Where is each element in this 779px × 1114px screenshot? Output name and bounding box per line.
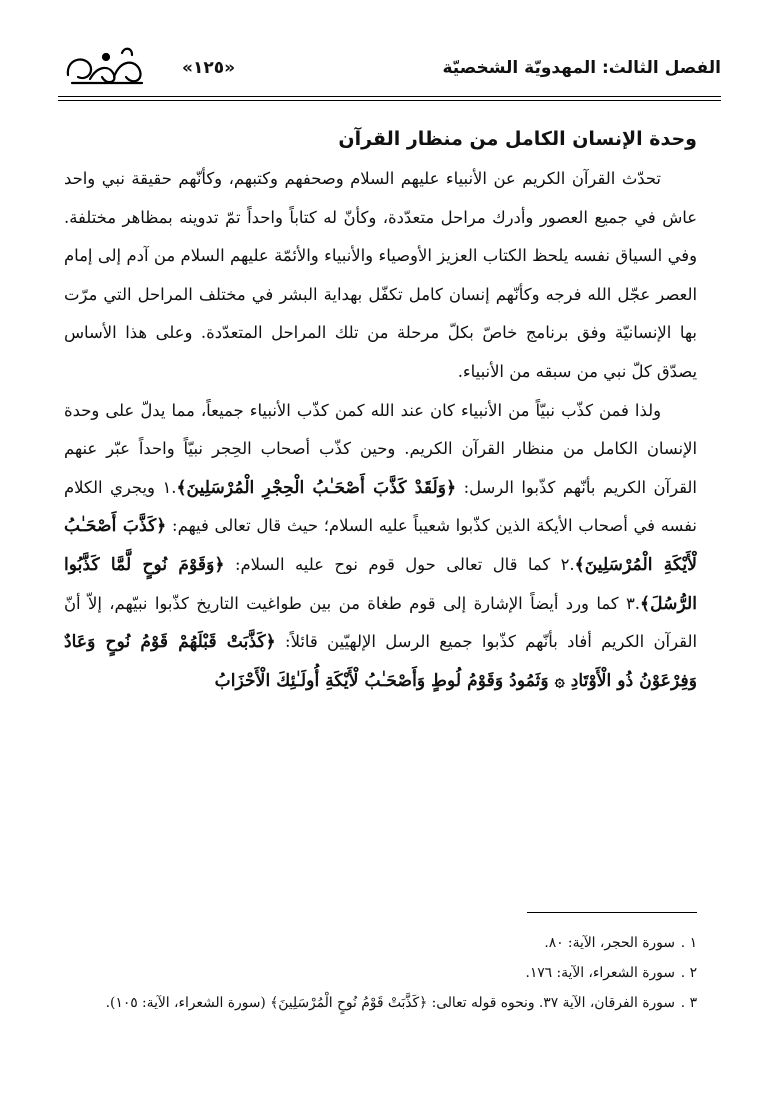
quran-verse: ﴿كَذَّبَتْ قَبْلَهُمْ قَوْمُ نُوحٍ وَعَادٌ وَفِرْعَوْنُ ذُو الْأَوْتَادِ ۞ وَثَمُودُ وَقَوْمُ لُوطٍ وَأَصْحَـٰبُ لْأَيْكَةِ أُولَـٰئِكَ الْأَحْزَابُ [64,632,697,691]
footnote-text: سورة الفرقان، الآية ٣٧. ونحوه قوله تعالى: ﴿كَذَّبَتْ قَوْمُ نُوحٍ الْمُرْسَلِينَ﴾ (سورة الشعراء، الآية: ١٠٥). [105,995,675,1011]
section-title: وحدة الإنسان الكامل من منظار القرآن [338,128,697,150]
paragraph-text: .١ ويجري الكلام نفسه في أصحاب الأيكة الذين كذّبوا شعيباً عليه السلام؛ حيث قال تعالى فيهم: [64,477,697,536]
footnote [60,958,697,988]
chapter-title: الفصل الثالث: المهدويّة الشخصيّة [442,58,721,78]
quran-verse: ﴿وَلَقَدْ كَذَّبَ أَصْحَـٰبُ الْحِجْرِ الْمُرْسَلِينَ﴾ [176,477,457,498]
footnote-text: سورة الشعراء، الآية: ١٧٦. [525,965,675,981]
footnote-number: ١ . [680,935,697,951]
footnote-number: ٢ . [680,965,697,981]
body-paragraph [64,392,697,701]
footnotes [60,928,697,1018]
footnote-separator [527,912,697,913]
quran-verse: ﴿كَذَّبَ أَصْحَـٰبُ لْأَيْكَةِ الْمُرْسَلِينَ﴾ [64,516,697,575]
quran-verse: ﴿وَقَوْمَ نُوحٍ لَّمَّا كَذَّبُوا الرُّسُلَ﴾ [64,554,697,614]
footnote [60,988,697,1018]
header-double-rule [58,96,721,101]
running-header [62,42,721,94]
footnote-text: سورة الحجر، الآية: ٨٠. [544,935,675,951]
footnote-number: ٣ . [680,995,697,1011]
body-paragraph [64,160,697,392]
body-text [64,160,697,700]
publisher-logo-icon [62,45,148,91]
paragraph-text: تحدّث القرآن الكريم عن الأنبياء عليهم السلام وصحفهم وكتبهم، وكأنّهم حقيقة نبي واحد عاش في جميع العصور وأدرك مراحل متعدّدة، وكأنّ له كتاباً واحداً تمّ تدوينه بمظاهر مختلفة. وفي السياق نفسه يلحظ الكتاب العزيز الأوصياء والأنبياء والأئمّة عليهم السلام من آدم إلى إمام العصر عجّل الله فرجه وكأنّهم إنسان كامل تكفّل بهداية البشر في مختلف المراحل التي مرّت بها الإنسانيّة وفق برنامج خاصّ بكلّ مرحلة من تلك المراحل المتعدّدة. وعلى هذا الأساس يصدّق كلّ نبي من سبقه من الأنبياء. [64,169,697,381]
paragraph-text: .٣ كما ورد أيضاً الإشارة إلى قوم طغاة من بين طواغيت التاريخ كذّبوا نبيّهم، إلاّ أنّ القرآن الكريم أفاد بأنّهم كذّبوا جميع الرسل الإلهيّين قائلاً: [64,593,697,652]
header-left-group [62,45,235,91]
paragraph-text: ولذا فمن كذّب نبيّاً من الأنبياء كان عند الله كمن كذّب الأنبياء جميعاً، مما يدلّ على وحدة الإنسان الكامل من منظار القرآن الكريم. وحين كذّب أصحاب الحِجر نبيّاً واحداً عبّر عنهم القرآن الكريم بأنّهم كذّبوا الرسل: [64,400,697,497]
paragraph-text: .٢ كما قال تعالى حول قوم نوح عليه السلام: [224,554,575,574]
footnote [60,928,697,958]
page-number: «١٢٥» [182,58,236,78]
